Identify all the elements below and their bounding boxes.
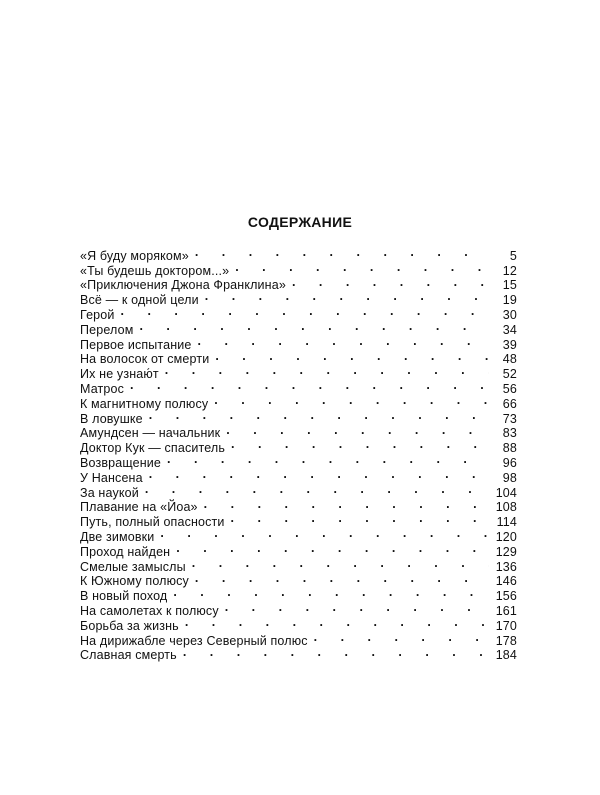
toc-entry-page-number: 129 (495, 544, 517, 559)
toc-entry-page-number: 114 (496, 515, 517, 530)
toc-entry-page-number: 73 (502, 411, 517, 426)
toc-entry-title: Две зимовки (80, 529, 155, 544)
toc-entry-page-number: 56 (502, 381, 517, 396)
toc-entry-page-number: 34 (502, 322, 517, 337)
dot-leader (205, 289, 489, 304)
toc-entry-page-number: 12 (502, 263, 517, 278)
dot-leader (165, 363, 489, 378)
dot-leader (149, 467, 489, 482)
dot-leader (176, 541, 489, 556)
toc-entry-title: В новый поход (80, 589, 168, 604)
dot-leader (195, 245, 489, 260)
toc-entry (80, 378, 517, 396)
toc-entry-page-number: 83 (502, 426, 517, 441)
dot-leader (231, 437, 489, 452)
dot-leader (214, 393, 489, 408)
dot-leader (292, 275, 489, 290)
toc-entry-title: Перелом (80, 322, 134, 337)
toc-entry-page-number: 104 (495, 485, 517, 500)
toc-entry-title: Герой (80, 307, 115, 322)
toc-entry-page-number: 19 (502, 293, 517, 308)
toc-entry-title: На волосок от смерти (80, 352, 210, 367)
toc-entry-page-number: 30 (502, 307, 517, 322)
dot-leader (121, 304, 489, 319)
toc-entry-title: Их не узнаю́т (80, 367, 159, 382)
toc-entry-page-number: 170 (495, 618, 517, 633)
dot-leader (173, 585, 489, 600)
toc-entry-page-number: 96 (502, 455, 517, 470)
toc-entry-page-number: 66 (502, 396, 517, 411)
toc-entry-title: К Южному полюсу (80, 574, 189, 589)
dot-leader (198, 334, 489, 349)
toc-entry-page-number: 5 (509, 248, 517, 263)
toc-entry (80, 304, 517, 322)
toc-entry-title: У Нансена (80, 470, 143, 485)
dot-leader (139, 319, 489, 334)
dot-leader (314, 630, 489, 645)
toc-entry-title: На самолетах к полюсу (80, 603, 219, 618)
toc-entry-page-number: 52 (502, 367, 517, 382)
toc-entry (80, 393, 517, 411)
toc-entry-page-number: 120 (495, 529, 517, 544)
dot-leader (231, 511, 489, 526)
toc-entry-title: На дирижабле через Северный полюс (80, 633, 308, 648)
toc-entry-title: Матрос (80, 381, 125, 396)
toc-entry-title: Смелые замыслы (80, 559, 186, 574)
dot-leader (183, 645, 489, 660)
dot-leader (195, 571, 489, 586)
contents-heading: СОДЕРЖАНИЕ (247, 214, 353, 230)
dot-leader (160, 526, 489, 541)
toc-entry-page-number: 98 (502, 470, 517, 485)
toc-entry-page-number: 156 (495, 589, 517, 604)
toc-entry-title: Доктор Кук — спаситель (80, 441, 226, 456)
toc-entry-page-number: 15 (502, 278, 517, 293)
toc-entry-title: В ловушке (80, 411, 143, 426)
toc-entry-title: «Приключения Джона Франклина» (80, 278, 286, 293)
toc-entry-page-number: 48 (502, 352, 517, 367)
toc-entry-page-number: 108 (495, 500, 517, 515)
toc-entry-page-number: 184 (495, 648, 517, 663)
toc-entry-page-number: 178 (495, 633, 517, 648)
dot-leader (235, 260, 489, 275)
toc-entry (80, 319, 517, 337)
toc-entry-title: Борьба за жизнь (80, 618, 179, 633)
dot-leader (145, 482, 489, 497)
toc-entry (80, 482, 517, 500)
toc-entry-title: Путь, полный опасности (80, 515, 225, 530)
dot-leader (226, 423, 489, 438)
toc-entry-title: К магнитному полюсу (80, 396, 209, 411)
toc-entry (80, 497, 517, 515)
dot-leader (204, 497, 489, 512)
dot-leader (149, 408, 489, 423)
toc-entry-title: Славная смерть (80, 648, 177, 663)
toc-entry-title: «Я буду моряком» (80, 248, 189, 263)
dot-leader (185, 615, 489, 630)
toc-entry-title: Плавание на «Йоа» (80, 500, 198, 515)
toc-entry-page-number: 39 (502, 337, 517, 352)
dot-leader (167, 452, 489, 467)
toc-entry (80, 334, 517, 352)
toc-entry-title: Всё — к одной цели (80, 293, 199, 308)
toc-entry-title: «Ты будешь доктором...» (80, 263, 230, 278)
toc-entry-page-number: 146 (495, 574, 517, 589)
toc-entry-title: Возвращение (80, 455, 162, 470)
dot-leader (225, 600, 489, 615)
toc-entry-page-number: 136 (495, 559, 517, 574)
dot-leader (192, 556, 489, 571)
toc-entry-title: Проход найден (80, 544, 171, 559)
toc-entry-page-number: 161 (495, 603, 517, 618)
toc-entry-title: За наукой (80, 485, 139, 500)
toc-entry (80, 245, 517, 263)
toc-entry-page-number: 88 (502, 441, 517, 456)
dot-leader (130, 378, 489, 393)
toc-entry-title: Первое испытание (80, 337, 192, 352)
dot-leader (215, 349, 489, 364)
toc-entry-title: Амундсен — начальник (80, 426, 221, 441)
table-of-contents (80, 245, 517, 663)
